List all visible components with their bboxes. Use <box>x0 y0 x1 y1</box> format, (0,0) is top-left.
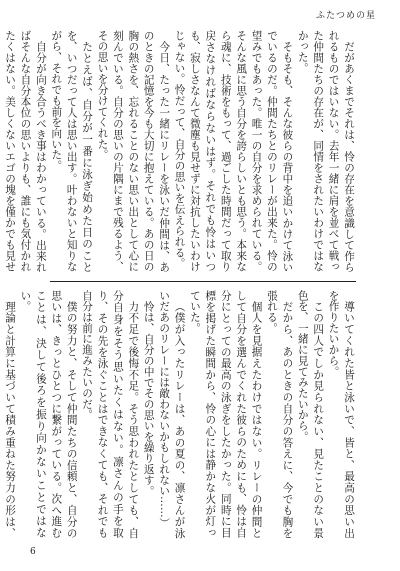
lower-text-column <box>4 290 356 538</box>
lower-paragraph: 個人を見据えたわけではない。リレーの仲間として自分を選んでくれた彼らのためにも、怜は自分にとっての最高の泳ぎをしたかった。同時に目標を掲げた瞬間から、怜の心には静かな火が灯っていた。 <box>188 290 263 538</box>
lower-paragraph: 僕の努力と、そして仲間たちの信頼と、自分の思いは、きっとひとつに繋がっている。次へ進むことは、決して後ろを振り向かないことではない。 <box>19 290 78 538</box>
upper-paragraph: 今日、たった一緒にリレーを泳いだ仲間は、あのときの記憶を今も大切に抱えている。あの日の胸の熱さを、忘れることのない思い出として心に刻んでいる。自分の思いの片隅にまで残るよう、その思いを分けてくれた。 <box>96 30 171 272</box>
upper-paragraph: だがあくまでそれは、怜の存在を意識して作られるものではいない。去年一緒に肩を並べて戦った仲間たちの存在が、同情をされたいわけではなかった。 <box>296 30 355 272</box>
lower-paragraph: この四人でしか見られない、見たことのない景色を、一緒に見てみたいから。 <box>296 290 325 538</box>
column-divider <box>50 281 356 282</box>
lower-paragraph: 力不足で後悔不足。そう思われたとしても、自分自身をそう思いたくはない。凛さんの手を取り、その先を泳ぐことはできなくても、それでも自分は前に進みたいのだ。 <box>81 290 140 538</box>
lower-paragraph: 理論と計算に基づいて積み重ねた努力の形は、 <box>4 300 17 538</box>
upper-paragraph: 自分が向き合うべき事はわかっている。出来ればそんな自分本位の思いよりも、誰にも気付かれたくはない。美しくないエゴの塊を僅かでも見せ <box>4 30 47 272</box>
lower-paragraph: （僕が入ったリレーは、あの夏の、凛さんが泳いだあのリレーには敵わないかもしれない……） <box>158 290 186 538</box>
page-number: 6 <box>30 547 36 557</box>
upper-text-column <box>4 30 356 272</box>
lower-paragraph: だから、あのときの自分の答えに、今でも胸を張れる。 <box>265 290 294 538</box>
lower-paragraph: 怜は、自分の中でその思いを繰り返す。 <box>142 300 155 496</box>
upper-paragraph: そもそも、そんな彼らの背中を追いかけて泳いでいるのだ。仲間たちとのリレーが出来た。怜の望みでもあった。唯一の自分を求められている。そんな風に思う自分を誇らしいとも思う。本来なら魂に、技術をもって、過ごした時間だって取り戻さなければならないはず。それでも怜はいつも、寂しさなんて微塵も見せずに対抗したいわけじゃない。怜だって、自分の思いを伝えられる。 <box>173 30 294 272</box>
upper-paragraph: たとえば、自分が一番に泳ぎ始めた日のことを、いつだって人は思い出す。叶わないと知りながら、それでも前を向いた。 <box>50 30 94 272</box>
lower-paragraph: 導いてくれた皆と泳いで、皆と、最高の思い出を作りたいから。 <box>327 290 355 538</box>
running-head: ふたつめの星 <box>315 11 376 21</box>
